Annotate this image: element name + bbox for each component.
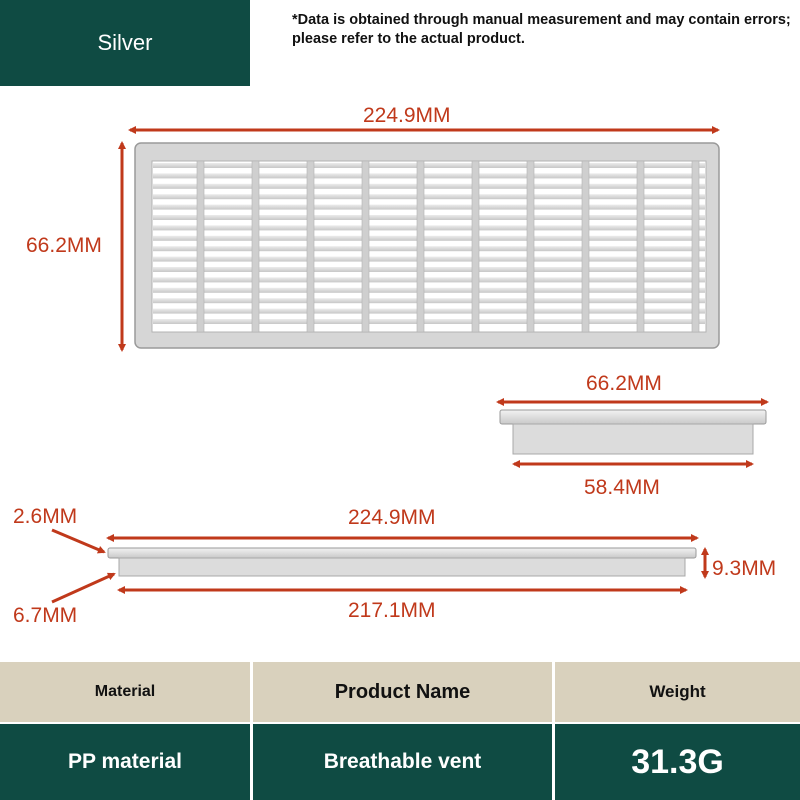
vent-slat: [153, 205, 705, 210]
vent-rib: [692, 161, 699, 332]
vent-front-view: [108, 548, 696, 576]
vent-rib: [582, 161, 589, 332]
vent-slat: [153, 309, 705, 314]
vent-rib: [252, 161, 259, 332]
vent-slat: [153, 257, 705, 262]
vent-rib: [197, 161, 204, 332]
vent-slat: [153, 319, 705, 324]
vent-rib: [417, 161, 424, 332]
spec-header-weight: Weight: [555, 662, 800, 722]
vent-slat: [153, 184, 705, 189]
pointer-body: [52, 574, 114, 602]
disclaimer-note: *Data is obtained through manual measurement and may contain errors; please refer to the actual product.: [292, 12, 791, 47]
vent-rib: [637, 161, 644, 332]
dim-label-top-height: 66.2MM: [26, 234, 102, 257]
spec-value-weight: 31.3G: [555, 724, 800, 800]
vent-side-view: [500, 410, 766, 454]
spec-header-material: Material: [0, 662, 250, 722]
vent-rib: [362, 161, 369, 332]
dim-label-side-outer: 66.2MM: [586, 372, 662, 395]
vent-slat: [153, 163, 705, 168]
dim-label-side-inner: 58.4MM: [584, 476, 660, 499]
dim-label-front-depth: 9.3MM: [712, 557, 777, 580]
vent-slat: [153, 236, 705, 241]
vent-rib: [472, 161, 479, 332]
vent-slat: [153, 277, 705, 282]
vent-slat: [153, 215, 705, 220]
dim-label-front-total: 224.9MM: [348, 506, 436, 529]
dim-label-front-inner: 217.1MM: [348, 599, 436, 622]
vent-slat: [153, 173, 705, 178]
vent-slat: [153, 267, 705, 272]
vent-rib: [527, 161, 534, 332]
vent-slat: [153, 225, 705, 230]
vent-slat: [153, 288, 705, 293]
spec-table: [0, 662, 800, 800]
spec-header-product-name: Product Name: [253, 662, 552, 722]
spec-value-product-name: Breathable vent: [253, 724, 552, 800]
pointer-flange: [52, 530, 104, 552]
dim-label-top-length: 224.9MM: [363, 104, 451, 127]
spec-value-material: PP material: [0, 724, 250, 800]
dim-label-front-flange: 2.6MM: [13, 505, 78, 528]
vent-top-view: [135, 143, 719, 348]
dim-label-front-body: 6.7MM: [13, 604, 78, 627]
vent-slat: [153, 194, 705, 199]
vent-rib: [307, 161, 314, 332]
vent-slat: [153, 246, 705, 251]
vent-slat: [153, 298, 705, 303]
color-badge: Silver: [0, 0, 250, 86]
